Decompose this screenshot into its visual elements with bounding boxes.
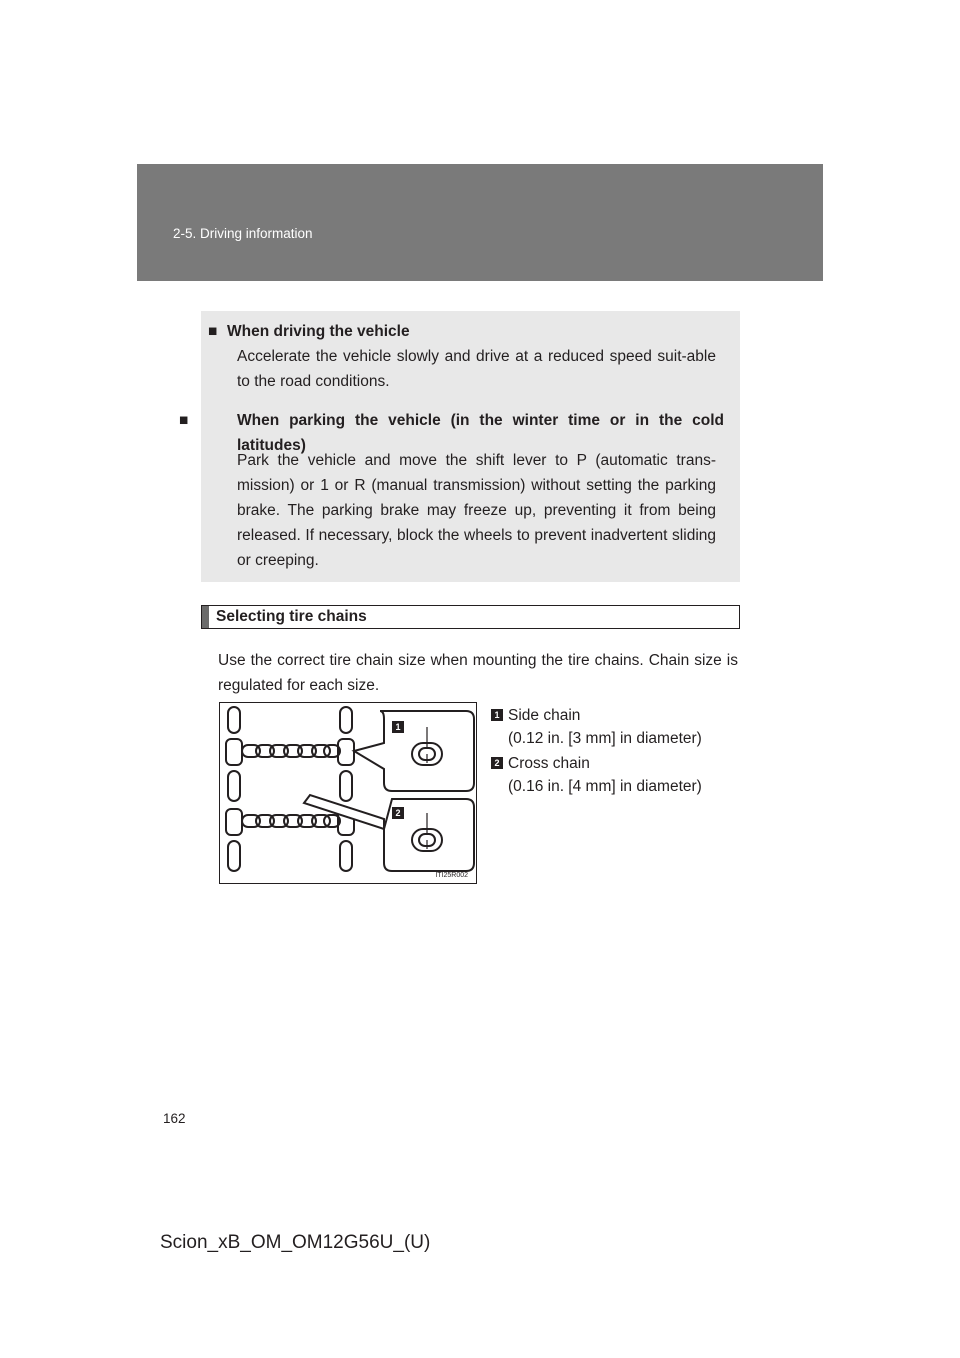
tire-chain-drawing [220,703,476,883]
callout-badge-1: 1 [395,722,401,732]
square-bullet-icon: ■ [179,412,189,429]
legend-size: (0.12 in. [3 mm] in diameter) [508,730,702,747]
info-heading: ■ When parking the vehicle (in the winter time or in the cold latitudes) [208,408,724,458]
legend-item-side-chain [491,704,731,752]
info-body: Park the vehicle and move the shift lever to P (automatic trans-mission) or 1 or R (manual transmission) without setting the parking brake. The parking brake may freeze up, preventing it from being released. If necessary, block the wheels to prevent inadvertent sliding or creeping. [237,452,716,569]
square-bullet-icon: ■ [208,323,218,340]
info-box [179,311,740,582]
legend-item-cross-chain [491,752,731,800]
info-heading: ■ When driving the vehicle [208,319,718,344]
intro-paragraph: Use the correct tire chain size when mounting the tire chains. Chain size is regulated for each size. [218,652,738,694]
section-title: 2-5. Driving information [173,226,313,241]
section-heading [201,605,740,629]
number-badge-1: 1 [491,709,503,721]
callout-badge-2: 2 [395,808,401,818]
figure-code: ITI25R002 [435,872,468,879]
legend-size: (0.16 in. [4 mm] in diameter) [508,778,702,795]
number-badge-2: 2 [491,757,503,769]
page-number: 162 [163,1111,186,1126]
chapter-header-band [137,164,823,281]
legend-name: Cross chain [508,755,590,772]
tire-chain-illustration [219,702,477,884]
heading-accent-bar [202,606,209,628]
document-code: Scion_xB_OM_OM12G56U_(U) [160,1232,431,1253]
section-heading-label: Selecting tire chains [216,608,367,625]
figure-legend [491,704,731,800]
info-body: Accelerate the vehicle slowly and drive at a reduced speed suit-able to the road conditions. [237,348,716,390]
legend-name: Side chain [508,707,581,724]
